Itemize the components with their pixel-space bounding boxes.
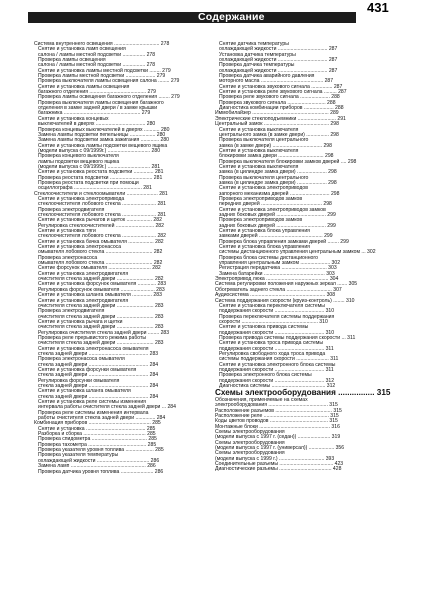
- toc-subentry: Проверка указателя уровня топлива .................... 285: [38, 447, 164, 454]
- toc-section: Система внутреннего освещения ................................ 278: [34, 41, 170, 47]
- toc-subentry: Снятие и установка лампы подсветки вещевого ящика (модели выпуска с 09/1999г.) .............................. 280: [38, 142, 168, 154]
- toc-section: Иммобилайзер ...................................................... 289: [215, 110, 339, 117]
- toc-subentry: Проверка концевого выключателя лампы подсветки вещевого ящика (модели выпуска с 09/1999г.) .............................. 281: [38, 153, 161, 170]
- toc-section: Стеклоочистители и стеклоомыватели ...................... 281: [34, 190, 168, 197]
- toc-section: Электропривод люка ............................................ 304: [215, 276, 339, 283]
- toc-subentry: Снятие и установка форсунок омывателя ............. 283: [38, 281, 167, 288]
- toc-subentry: Проверка привода системы поддержания скорости ... 311: [219, 334, 356, 341]
- toc-subentry: Снятие и установка шланга омывателя стекла задней двери .......................................... 284: [38, 388, 159, 400]
- toc-subentry: Снятие и установка тяги стеклоочистителя лобового стекла ........................ 282: [38, 228, 166, 240]
- toc-subentry: Проверка выключателя лампы освещения багажного отделения в замке задней двери / в замке крышки багажника ...................................................... 279: [38, 99, 164, 117]
- toc-subentry: Проверка реле звукового сигнала ..................... 288: [219, 94, 340, 101]
- toc-subentry: Проверка электродвигателя стеклоочистителя лобового стекла ........................ 281: [38, 206, 166, 218]
- toc-subentry: Снятие и установка форсунки омывателя стекла задней двери .......................................... 284: [38, 366, 159, 379]
- toc-section: Обозначения, применяемые на схемах электрооборудования .......................................... 315: [215, 396, 338, 409]
- toc-subentry: Регулировка свободного хода троса привода системы поддержания скорости ....................... 311: [219, 350, 339, 363]
- toc-subentry: Регулировка форсунки омывателя стекла задней двери .......................................... 284: [38, 377, 159, 389]
- toc-subentry: Проверка лампы местной подсветки ..................... 279: [38, 73, 166, 80]
- toc-subentry: Снятие и установка рычагов и щеток .................. 282: [38, 217, 162, 224]
- toc-subentry: Снятие и установка электроприводов запорного механизма дверей ............................ 298: [219, 185, 340, 197]
- toc-subentry: Снятие и установка переключателя системы поддержания скорости ................................... 310: [219, 302, 335, 315]
- toc-subentry: Проверка электронасоса омывателя стекла задней двери .......................................... 284: [38, 356, 159, 368]
- toc-subentry: Снятие и установка реле системы изменения интервала работы очистителя стекла задней двери ... 284: [38, 399, 176, 411]
- toc-subentry: Снятие и установка электродвигателя очистителя стекла задней двери .......................... 283: [38, 297, 164, 309]
- page-number: 431: [367, 0, 389, 15]
- toc-subentry: Снятие и установка реле звукового сигнала ......... 287: [219, 89, 347, 96]
- toc-section: Схемы электрооборудования (модели выпуска с 1997 г. (седан)) ....................... 319: [215, 429, 341, 441]
- toc-subentry: Проверка выключателя центрального замка (в замке двери) ................................... 298: [219, 137, 332, 149]
- toc-subentry: Проверка реостата подсветки при помощи осциллографа ................................................ 281: [38, 179, 152, 192]
- toc-subentry: Проверка указателя температуры охлаждающей жидкости ..................................... 286: [38, 452, 160, 464]
- toc-subentry: Снятие и установка электронного блока системы поддержания скорости ................................... 311: [219, 361, 336, 373]
- toc-subentry: Снятие и установка звукового сигнала ............... 287: [219, 83, 343, 90]
- toc-subentry: Регистрация передатчика ................................ 303: [219, 265, 337, 272]
- toc-subentry: Проверка электронного блока системы поддержания скорости ................................... 312: [219, 372, 335, 384]
- toc-subentry: Проверка реле системы изменения интервала работы очистителя стекла задней двери .............. 284: [38, 409, 166, 422]
- toc-subentry: Проверка лампы освещения багажного отделения ........ 279: [38, 94, 180, 101]
- toc-subentry: Разборка и сборка ............................................ 285: [38, 431, 156, 438]
- toc-section: Диагностические разъемы ..................................... 428: [215, 466, 342, 473]
- toc-section: Система регулировки положения наружных зеркал ....... 305: [215, 281, 358, 288]
- toc-subentry: Снятие и установка шланга омывателя .............. 283: [38, 292, 162, 299]
- toc-subentry: Проверка электронасоса омывателя лобового стекла ................................. 282: [38, 254, 163, 267]
- toc-subentry: Проверка тахометра ......................................... 285: [38, 441, 157, 448]
- toc-subentry: Проверка выключателя центрального замка (в цилиндре замка двери) ..................... 298: [219, 174, 337, 186]
- toc-section: Схемы электрооборудования (модели выпуска с 1997 г. (универсал)) .................. 356: [215, 439, 345, 452]
- toc-subentry: Проверка выключателя лампы освещения салона ........ 279: [38, 78, 180, 85]
- toc-subentry: Замена лампы подсветки пепельницы .................. 280: [38, 131, 166, 138]
- toc-section: Аудиосистема ..................................................... 308: [215, 292, 336, 299]
- toc-subentry: Проверка концевых выключателей в дверях ........... 280: [38, 126, 170, 133]
- toc-section: Расположение реле .............................................. 315: [215, 412, 339, 419]
- toc-section: Схемы электрооборудования ................ 315: [215, 388, 391, 398]
- toc-subentry: Снятие и установка электропривода стеклоочистителя лобового стекла ........................ 281: [38, 195, 166, 208]
- toc-subentry: Снятие и установка блока управления замками дверей ............................................. 299: [219, 228, 333, 240]
- toc-subentry: Установка датчика температуры охлаждающей жидкости ................................... 287: [219, 51, 338, 64]
- toc-section: Центральный замок .............................................. 298: [215, 121, 339, 128]
- toc-subentry: Снятие и установка .......................................... 285: [38, 425, 156, 432]
- toc-subentry: Снятие и установка электроприводов замков задних боковых дверей ................................... 299: [219, 206, 336, 218]
- toc-column-left: [34, 42, 220, 475]
- toc-subentry: Диагностика комбинации приборов ..................... 288: [219, 105, 344, 112]
- toc-subentry: Замена батарейки ........................................... 303: [219, 270, 335, 277]
- toc-subentry: Снятие форсунок омывателя .............................. 282: [38, 265, 161, 272]
- toc-section: Расположение разъемов ........................................ 315: [215, 407, 342, 414]
- page-title: Содержание: [198, 11, 265, 23]
- toc-subentry: Снятие и установка выключателя замка (в цилиндре замка двери) ..................... 298: [219, 163, 337, 176]
- toc-subentry: Проверка электродвигателя очистителя стекла задней двери .......................... 283: [38, 308, 164, 320]
- toc-section: Монтажные блоки .................................................. 316: [215, 423, 340, 430]
- toc-subentry: Регулировка очистителя стекла задней двери ........ 283: [38, 329, 170, 336]
- toc-section: Коды цветов проводов ......................................... 315: [215, 418, 338, 425]
- toc-subentry: Проверка переключателя системы поддержания скорости ...................................................... 310: [219, 313, 335, 325]
- toc-column-right: [215, 42, 395, 473]
- toc-subentry: Снятие и установка выключателя блокировки замка двери ................................ 298: [219, 147, 334, 160]
- toc-subentry: Снятие датчика температуры охлаждающей жидкости ................................... 287: [219, 41, 338, 53]
- toc-subentry: Снятие и установка электронасоса омывателя стекла задней двери .......................................... 283: [38, 345, 159, 357]
- toc-subentry: Проверка реле прерывистого режима работы очистителя стекла задней двери .......................... 283: [38, 334, 164, 347]
- toc-subentry: Снятие и установка ламп освещения салона / лампы местной подсветки ................ 278: [38, 46, 156, 58]
- toc-subentry: Проверка спидометра ....................................... 285: [38, 436, 157, 443]
- toc-subentry: Замена ламп ..................................................... 286: [38, 463, 156, 470]
- toc-section: Обогреватель заднего стекла ................................ 307: [215, 286, 342, 293]
- toc-subentry: Снятие и установка лампы местной подсветки ........ 279: [38, 67, 171, 74]
- toc-subentry: Проверка электроприводов замков задних боковых дверей ................................... 299: [219, 217, 336, 229]
- toc-subentry: Проверка выключателя блокировки замков дверей .... 298: [219, 158, 357, 165]
- toc-subentry: Замена лампы подсветки замка зажигания ............. 280: [38, 137, 169, 144]
- page-header: [0, 0, 424, 22]
- toc-section: Комбинация приборов ............................................ 285: [34, 420, 161, 427]
- toc-subentry: Снятие и установка привода системы поддержания скорости ................................... 310: [219, 324, 335, 336]
- toc-subentry: Проверка лампы освещения салона / лампы местной подсветки ................ 278: [38, 57, 156, 69]
- toc-subentry: Снятие и установка выключателя центрального замка (в замке двери) ................ 298: [219, 126, 339, 138]
- toc-subentry: Снятие и установка лампы освещения багажного отделения ........................................ 279: [38, 83, 156, 96]
- toc-subentry: Снятие и установка электродвигателя очистителя стекла задней двери .......................... 282: [38, 270, 164, 283]
- toc-subentry: Проверка звукового сигнала ........................... 288: [219, 99, 336, 106]
- toc-subentry: Снятие и установка троса привода системы поддержания скорости ................................... 311: [219, 340, 334, 352]
- header-title-bar: [28, 12, 356, 23]
- toc-subentry: Проверка датчика уровня топлива ....................... 286: [38, 468, 164, 475]
- toc-section: Электрические стеклоподъемники ........................... 291: [215, 115, 346, 122]
- toc-subentry: Снятие и установка реостата подсветки .............. 281: [38, 169, 164, 176]
- toc-subentry: Диагностика системы ...................................... 312: [219, 383, 336, 389]
- toc-subentry: Регулировка форсунок омывателя ........................ 283: [38, 286, 165, 293]
- toc-subentry: Снятие и установка бачка омывателя .................. 282: [38, 238, 164, 245]
- toc-subentry: Проверка электроприводов замков передних дверей ........................................... 298: [219, 195, 332, 208]
- toc-section: Схемы электрооборудования (модели выпуска с 1999 г.) ................................ 393: [215, 450, 335, 462]
- toc-subentry: Проверка датчика температуры охлаждающей жидкости ................................... 287: [219, 62, 338, 74]
- toc-subentry: Снятие и установка концевых выключателей в дверях ................................... 280: [38, 115, 156, 128]
- toc-subentry: Снятие и установка рычага и щетки очистителя стекла задней двери .......................... 283: [38, 318, 164, 331]
- toc-subentry: Снятие и установка блока управления системы дистанционного управления центральным замком ... 302: [219, 244, 376, 256]
- toc-subentry: Проверка реостата подсветки .............................. 281: [38, 174, 163, 181]
- toc-subentry: Проверка датчика аварийного давления моторного масла ............................................ 287: [219, 73, 334, 85]
- toc-section: Соединительные разъемы ...................................... 423: [215, 461, 344, 468]
- toc-subentry: Проверка блока системы дистанционного управления центральным замком ..................... 302: [219, 254, 341, 267]
- toc-subentry: Снятие и установка электронасоса омывателя лобового стекла ................................. 282: [38, 244, 163, 256]
- toc-section: Система поддержания скорости (круиз-контроль) ........ 310: [215, 297, 355, 304]
- toc-subentry: Регулировка стеклоочистителей ........................... 282: [38, 222, 164, 229]
- toc-subentry: Проверка блока управления замками дверей ........ 299: [219, 238, 349, 245]
